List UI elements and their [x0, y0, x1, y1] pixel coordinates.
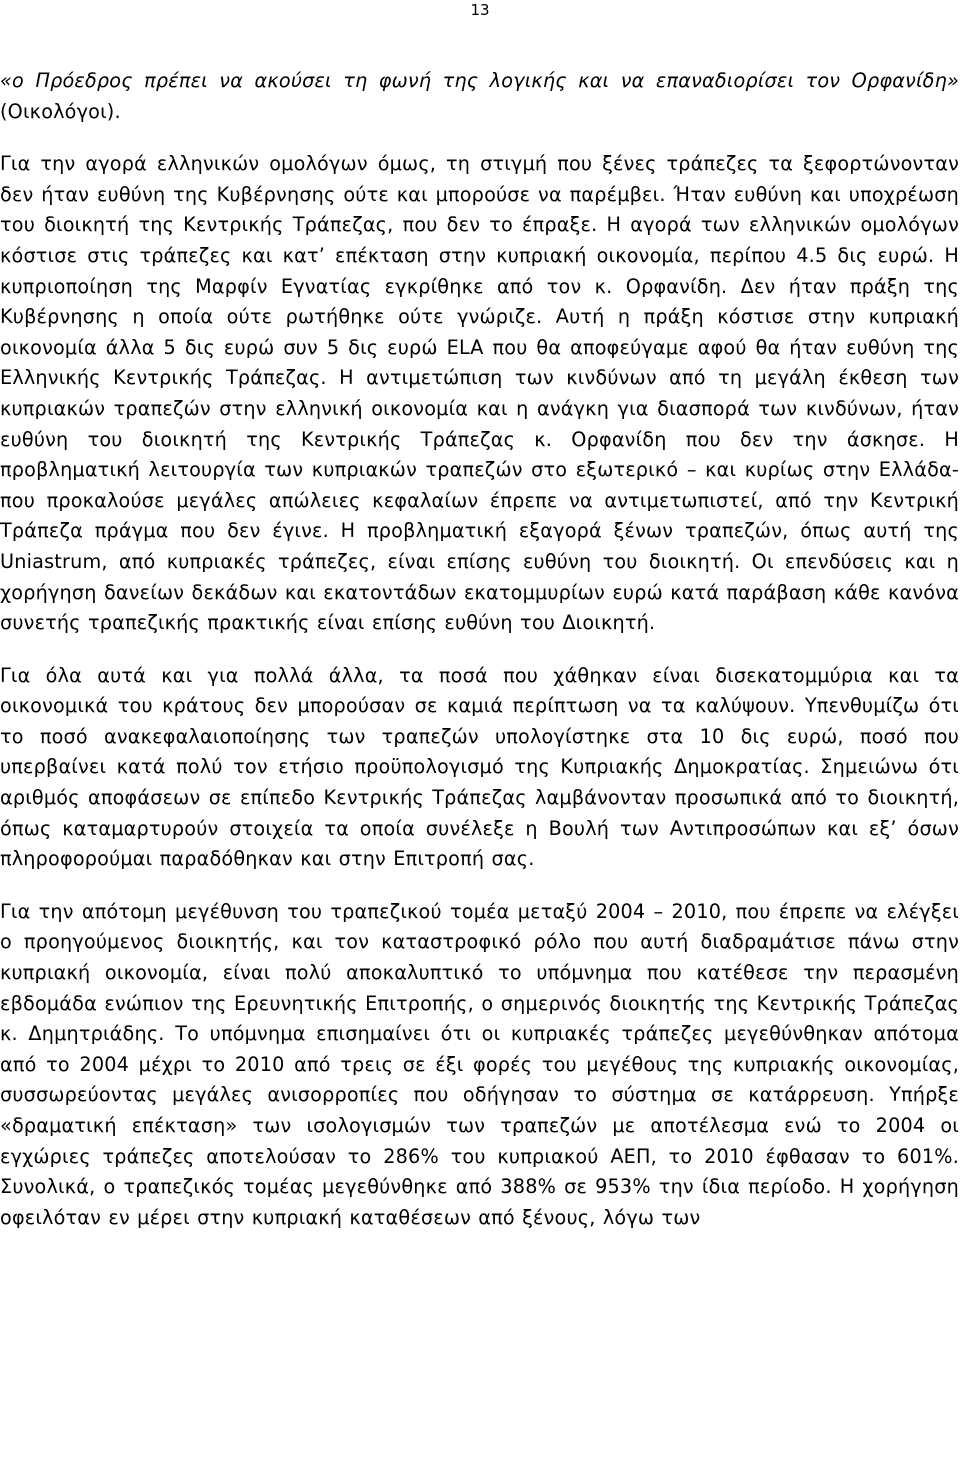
paragraph-banking-expansion: Για την απότομη μεγέθυνση του τραπεζικού τομέα μεταξύ 2004 – 2010, που έπρεπε να ελέγξει ο προηγούμενος διοικητής, και τον καταστροφικό ρόλο που αυτή διαδραμάτισε πάνω στην κυπριακή οικονομία, είναι πολύ αποκαλυπτικό το υπόμνημα που κατέθεσε την περασμένη εβδομάδα ενώπιον της Ερευνητικής Επιτροπής, ο σημερινός διοικητής της Κεντρικής Τράπεζας κ. Δημητριάδης. Το υπόμνημα επισημαίνει ότι οι κυπριακές τράπεζες μεγεθύνθηκαν απότομα από το 2004 μέχρι το 2010 από τρεις σε έξι φορές του μεγέθους της κυπριακής οικονομίας, συσσωρεύοντας μεγάλες ανισορροπίες που οδήγησαν το σύστημα σε κατάρρευση. Υπήρξε «δραματική επέκταση» των ισολογισμών των τραπεζών με αποτέλεσμα ενώ το 2004 οι εγχώριες τράπεζες αποτελούσαν το 286% του κυπριακού ΑΕΠ, το 2010 έφθασαν το 601%. Συνολικά, ο τραπεζικός τομέας μεγεθύνθηκε από 388% σε 953% την ίδια περίοδο. Η χορήγηση οφειλόταν εν μέρει στην κυπριακή καταθέσεων από ξένους, λόγω των — [0, 899, 959, 1229]
quote-paragraph — [0, 66, 959, 127]
paragraph-losses: Για όλα αυτά και για πολλά άλλα, τα ποσά που χάθηκαν είναι δισεκατομμύρια και τα οικονομικά του κράτους δεν μπορούσαν σε καμιά περίπτωση να τα καλύψουν. Υπενθυμίζω ότι το ποσό ανακεφαλαιοποίησης των τραπεζών υπολογίστηκε στα 10 δις ευρώ, ποσό που υπερβαίνει κατά πολύ τον ετήσιο προϋπολογισμό της Κυπριακής Δημοκρατίας. Σημειώνω ότι αριθμός αποφάσεων σε επίπεδο Κεντρικής Τράπεζας λαμβάνονταν προσωπικά από το διοικητή, όπως καταμαρτυρούν στοιχεία τα οποία συνέλεξε η Βουλή των Αντιπροσώπων και εξ’ όσων πληροφορούμαι παραδόθηκαν και στην Επιτροπή σας. — [0, 663, 959, 871]
page-number: 13 — [470, 1, 490, 19]
quote-attribution: (Οικολόγοι). — [0, 99, 121, 123]
paragraph-responsibility: Για την αγορά ελληνικών ομολόγων όμως, τη στιγμή που ξένες τράπεζες τα ξεφορτώνονταν δεν ήταν ευθύνη της Κυβέρνησης ούτε και μπορούσε να παρέμβει. Ήταν ευθύνη και υποχρέωση του διοικητή της Κεντρικής Τράπεζας, που δεν το έπραξε. Η αγορά των ελληνικών ομολόγων κόστισε στις τράπεζες και κατ’ επέκταση στην κυπριακή οικονομία, περίπου 4.5 δις ευρώ. Η κυπριοποίηση της Μαρφίν Εγνατίας εγκρίθηκε από τον κ. Ορφανίδη. Δεν ήταν πράξη της Κυβέρνησης η οποία ούτε ρωτήθηκε ούτε γνώριζε. Αυτή η πράξη κόστισε στην κυπριακή οικονομία άλλα 5 δις ευρώ συν 5 δις ευρώ ELA που θα αποφεύγαμε αφού θα ήταν ευθύνη της Ελληνικής Κεντρικής Τράπεζας. Η αντιμετώπιση των κινδύνων από τη μεγάλη έκθεση των κυπριακών τραπεζών στην ελληνική οικονομία και η ανάγκη για διασπορά των κινδύνων, ήταν ευθύνη του διοικητή της Κεντρικής Τράπεζας κ. Ορφανίδη που δεν την άσκησε. Η προβληματική λειτουργία των κυπριακών τραπεζών στο εξωτερικό – και κυρίως στην Ελλάδα- που προκαλούσε μεγάλες απώλειες κεφαλαίων έπρεπε να αντιμετωπιστεί, από την Κεντρική Τράπεζα πράγμα που δεν έγινε. Η προβληματική εξαγορά ξένων τραπεζών, όπως αυτή της Uniastrum, από κυπριακές τράπεζες, είναι επίσης ευθύνη του διοικητή. Οι επενδύσεις και η χορήγηση δανείων δεκάδων και εκατοντάδων εκατομμυρίων ευρώ κατά παράβαση κάθε κανόνα συνετής τραπεζικής πρακτικής είναι επίσης ευθύνη του Διοικητή. — [0, 152, 959, 635]
quote-text: «ο Πρόεδρος πρέπει να ακούσει τη φωνή της λογικής και να επαναδιορίσει τον Ορφανίδη» — [0, 69, 959, 92]
document-body — [0, 66, 959, 1255]
